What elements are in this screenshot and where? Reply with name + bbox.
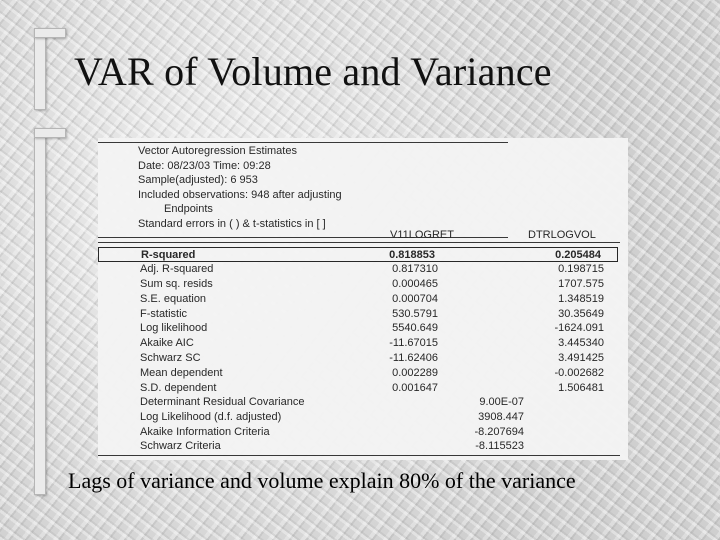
stat-value: 30.35649 <box>558 307 604 320</box>
stat-value: -8.115523 <box>475 440 524 453</box>
table-row <box>98 292 620 307</box>
output-title: Vector Autoregression Estimates <box>138 145 297 157</box>
slide-title: VAR of Volume and Variance <box>74 49 552 94</box>
stat-label: Adj. R-squared <box>140 262 214 275</box>
table-row <box>98 351 620 366</box>
stat-label: Mean dependent <box>140 367 223 380</box>
stat-value: 0.198715 <box>558 262 604 275</box>
stat-value: -1624.091 <box>554 322 604 335</box>
stat-value: -8.207694 <box>474 425 524 438</box>
table-row <box>98 307 620 322</box>
stat-label: Schwarz SC <box>140 352 201 365</box>
stat-value: 3.491425 <box>558 352 604 365</box>
decorative-bar <box>34 128 66 138</box>
stat-value: -11.67015 <box>389 337 438 350</box>
column-header: DTRLOGVOL <box>528 229 596 241</box>
table-row <box>98 425 620 440</box>
stat-value: 3.445340 <box>558 337 604 350</box>
table-row <box>98 381 620 396</box>
stat-value: 0.000465 <box>392 277 438 290</box>
stat-value: 5540.649 <box>392 322 438 335</box>
stat-value: 1707.575 <box>558 277 604 290</box>
divider <box>98 455 620 456</box>
var-output-panel <box>98 138 628 460</box>
stat-value: 9.00E-07 <box>479 396 524 408</box>
slide-caption: Lags of variance and volume explain 80% of the variance <box>68 468 576 493</box>
estimation-header <box>138 144 342 232</box>
stat-value: 0.205484 <box>555 249 601 261</box>
stat-value: 0.817310 <box>392 262 438 275</box>
stat-value: 0.002289 <box>392 367 438 380</box>
stat-label: Akaike AIC <box>140 337 194 350</box>
stat-value: -11.62406 <box>389 352 438 365</box>
stat-label: Determinant Residual Covariance <box>140 396 305 408</box>
stat-label: Akaike Information Criteria <box>140 425 270 438</box>
stat-label: Log Likelihood (d.f. adjusted) <box>140 410 282 423</box>
observations: Included observations: 948 after adjusting <box>138 188 342 201</box>
sample-range: Sample(adjusted): 6 953 <box>138 174 258 187</box>
equation-stats <box>98 247 620 396</box>
stat-value: -0.002682 <box>554 367 604 380</box>
stat-label: F-statistic <box>140 307 188 320</box>
stat-label: R-squared <box>141 249 196 261</box>
decorative-bar <box>34 28 66 38</box>
table-row <box>98 247 618 262</box>
stat-value: 3908.447 <box>478 410 524 423</box>
table-row <box>98 321 620 336</box>
observations-cont: Endpoints <box>164 203 213 216</box>
stat-label: Log likelihood <box>140 322 208 335</box>
column-header: V11LOGRET <box>390 229 454 241</box>
table-row <box>98 262 620 277</box>
date-time: Date: 08/23/03 Time: 09:28 <box>138 159 271 172</box>
stat-label: S.E. equation <box>140 292 207 305</box>
table-row <box>98 439 620 454</box>
table-row <box>98 395 620 410</box>
divider <box>98 142 508 143</box>
stat-value: 0.001647 <box>392 382 438 395</box>
stat-value: 530.5791 <box>392 307 438 320</box>
stat-label: Schwarz Criteria <box>140 440 221 453</box>
decorative-bar <box>34 28 46 110</box>
system-stats <box>98 395 620 454</box>
stat-value: 1.348519 <box>558 292 604 305</box>
table-row <box>98 336 620 351</box>
stat-label: S.D. dependent <box>140 382 217 395</box>
table-row <box>98 366 620 381</box>
table-row <box>98 410 620 425</box>
stat-label: Sum sq. resids <box>140 277 213 290</box>
std-errors-note: Standard errors in ( ) & t-statistics in [ ] <box>138 217 326 230</box>
stat-value: 0.000704 <box>392 292 438 305</box>
stat-value: 1.506481 <box>558 382 604 395</box>
stat-value: 0.818853 <box>389 249 435 261</box>
decorative-bar <box>34 128 46 495</box>
divider <box>98 242 620 243</box>
table-row <box>98 277 620 292</box>
